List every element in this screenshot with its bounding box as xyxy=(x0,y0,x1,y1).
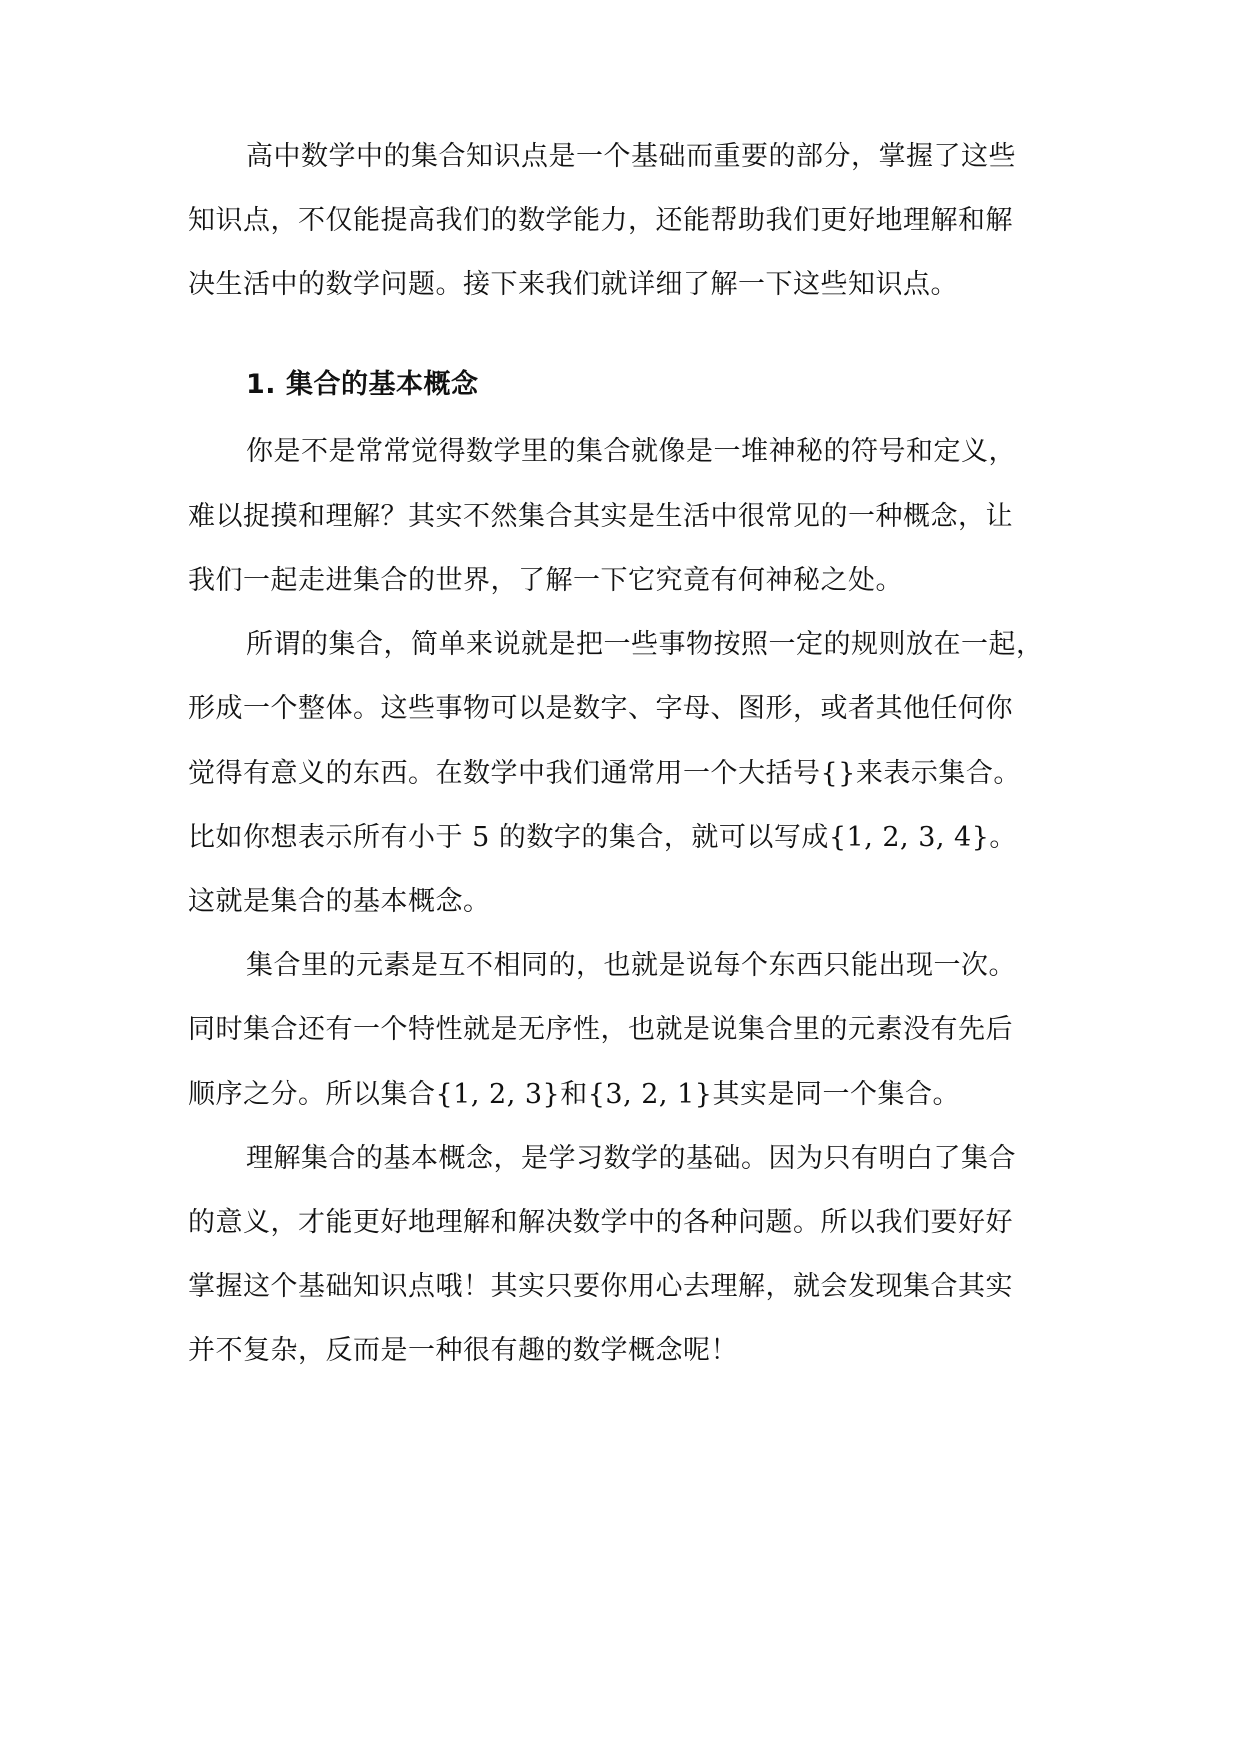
paragraph-line: 顺序之分。所以集合{1, 2, 3}和{3, 2, 1}其实是同一个集合。 xyxy=(188,1079,960,1110)
paragraph-line: 理解集合的基本概念，是学习数学的基础。因为只有明白了集合 xyxy=(246,1143,1016,1174)
paragraph-line: 这就是集合的基本概念。 xyxy=(188,886,491,917)
paragraph-line: 难以捉摸和理解？其实不然集合其实是生活中很常见的一种概念，让 xyxy=(188,501,1013,532)
paragraph-line: 我们一起走进集合的世界，了解一下它究竟有何神秘之处。 xyxy=(188,565,903,596)
paragraph-line: 你是不是常常觉得数学里的集合就像是一堆神秘的符号和定义， xyxy=(246,436,1016,467)
paragraph-line: 同时集合还有一个特性就是无序性，也就是说集合里的元素没有先后 xyxy=(188,1014,1013,1045)
intro-line-1: 高中数学中的集合知识点是一个基础而重要的部分，掌握了这些 xyxy=(246,141,1016,172)
paragraph-line: 觉得有意义的东西。在数学中我们通常用一个大括号{}来表示集合。 xyxy=(188,758,1021,789)
paragraph-line: 掌握这个基础知识点哦！其实只要你用心去理解，就会发现集合其实 xyxy=(188,1271,1013,1302)
paragraph-line: 并不复杂，反而是一种很有趣的数学概念呢！ xyxy=(188,1335,738,1366)
paragraph-line: 所谓的集合，简单来说就是把一些事物按照一定的规则放在一起， xyxy=(246,629,1044,660)
section-heading: 1. 集合的基本概念 xyxy=(246,369,479,400)
paragraph-line: 的意义，才能更好地理解和解决数学中的各种问题。所以我们要好好 xyxy=(188,1207,1013,1238)
intro-line-3: 决生活中的数学问题。接下来我们就详细了解一下这些知识点。 xyxy=(188,269,958,300)
paragraph-line: 集合里的元素是互不相同的，也就是说每个东西只能出现一次。 xyxy=(246,950,1016,981)
paragraph-line: 形成一个整体。这些事物可以是数字、字母、图形，或者其他任何你 xyxy=(188,693,1013,724)
intro-line-2: 知识点，不仅能提高我们的数学能力，还能帮助我们更好地理解和解 xyxy=(188,205,1013,236)
paragraph-line: 比如你想表示所有小于 5 的数字的集合，就可以写成{1, 2, 3, 4}。 xyxy=(188,822,1017,853)
